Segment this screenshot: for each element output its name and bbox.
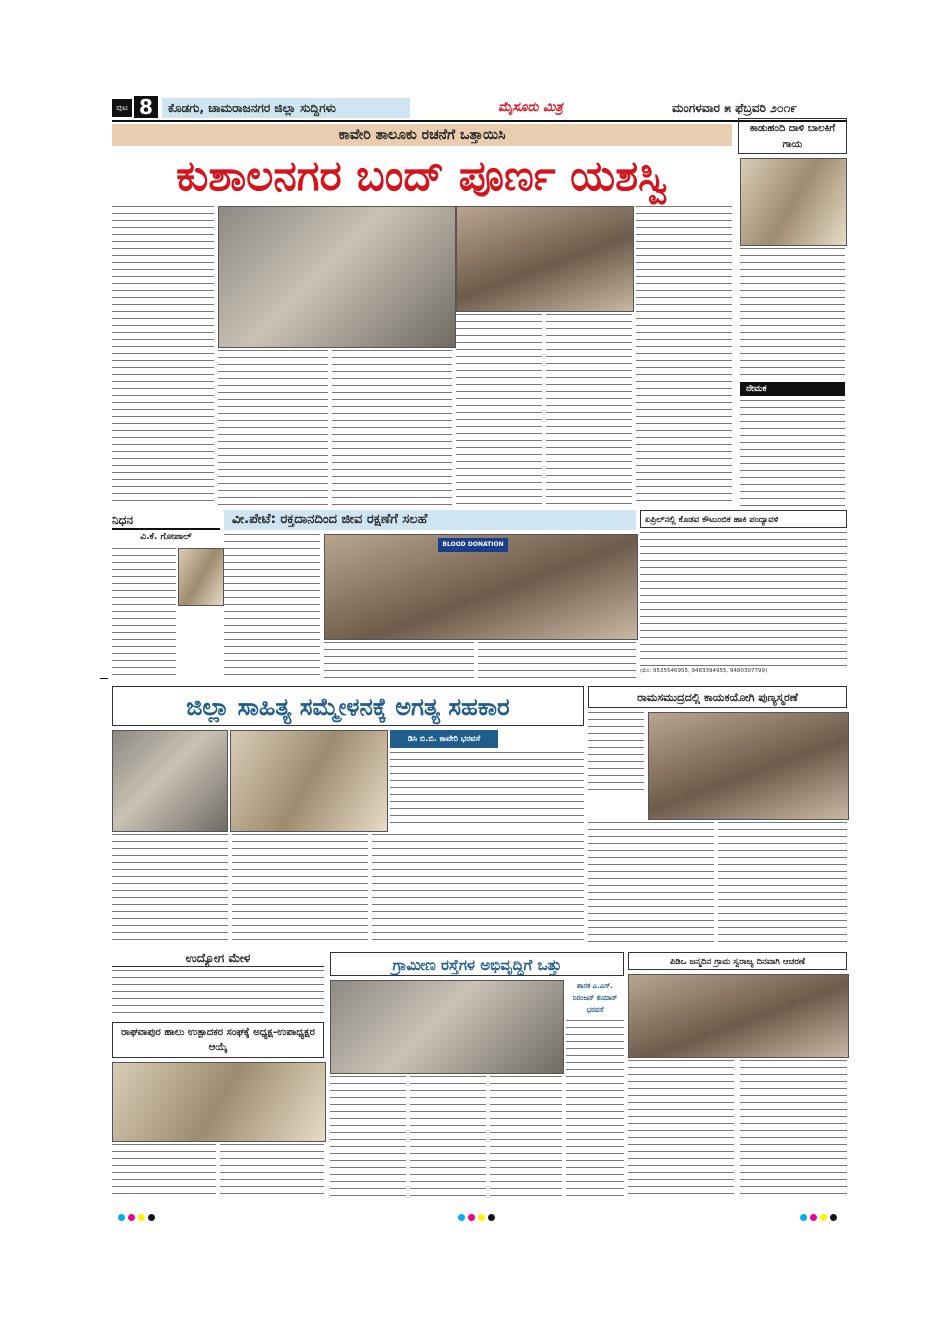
udyoga-body	[112, 970, 324, 1016]
lead-headline: ಕುಶಾಲನಗರ ಬಂದ್ ಪೂರ್ಣ ಯಶಸ್ವಿ	[176, 151, 668, 200]
lead-body-col3	[332, 350, 452, 506]
issue-date: ಮಂಗಳವಾರ ೫ ಫೆಬ್ರವರಿ ೨೦೧೯	[672, 101, 798, 115]
sidebar-body	[740, 248, 845, 378]
sahitya-headline: ಜಿಲ್ಲಾ ಸಾಹಿತ್ಯ ಸಮ್ಮೇಳನಕ್ಕೆ ಅಗತ್ಯ ಸಹಕಾರ	[112, 686, 584, 726]
lead-photo-rally	[218, 206, 456, 348]
april-contacts: (ಮೊ: 9535546955, 9483394955, 9480307799)	[640, 668, 768, 674]
page-number: 8	[134, 96, 158, 118]
roads-body-col3	[410, 1076, 486, 1198]
ramasamudra-photo	[648, 712, 849, 820]
lead-body-col2	[218, 350, 328, 506]
masthead: ಮೈಸೂರು ಮಿತ್ರ	[498, 100, 563, 115]
sahitya-photo-2	[230, 730, 388, 832]
registration-marks-right	[800, 1206, 840, 1214]
roads-photo	[330, 980, 564, 1074]
ramasamudra-body-col1	[588, 712, 644, 792]
blood-headline: ವೀ.ಪೇಟೆ: ರಕ್ತದಾನದಿಂದ ಜೀವ ರಕ್ಷಣೆಗೆ ಸಲಹೆ	[224, 510, 636, 530]
lead-kicker: ಕಾವೇರಿ ತಾಲೂಕು ರಚನೆಗೆ ಒತ್ತಾಯಿಸಿ	[112, 124, 732, 146]
milk-body-col2	[220, 1144, 324, 1198]
lead-body-col6	[636, 206, 732, 506]
sidebar-label-appointment: ನೇಮಕ	[740, 382, 845, 396]
pdo-photo	[628, 974, 849, 1058]
udyoga-headline: ಉದ್ಯೋಗ ಮೇಳ	[112, 950, 324, 967]
obituary-photo	[178, 548, 224, 606]
milk-photo	[112, 1062, 326, 1142]
sahitya-sub: ಡಿಸಿ ಬಿ.ಬಿ. ಕಾವೇರಿ ಭರವಸೆ	[390, 730, 498, 748]
sahitya-body-col4	[372, 834, 584, 944]
page-label: ಪುಟ	[112, 99, 132, 117]
lead-body-col5	[546, 314, 632, 506]
blood-body-col1	[224, 534, 320, 678]
blood-banner: BLOOD DONATION	[438, 538, 508, 552]
april-headline: ಏಪ್ರಿಲ್‌ನಲ್ಲಿ ಕೊಡವ ಕೌಟುಂಬಿಕ ಹಾಕಿ ಪಂದ್ಯಾವಳಿ	[640, 510, 847, 528]
sidebar-photo-girl	[740, 158, 847, 246]
lead-body-col1	[112, 206, 214, 506]
obituary-body	[112, 548, 176, 678]
blood-body-col3	[478, 642, 636, 678]
obituary-label: ನಿಧನ	[112, 512, 220, 530]
sidebar-body-2	[740, 400, 845, 506]
roads-sub: ಶಾಸಕ ಎ.ಎಸ್. ನಿರಂಜನ್ ಕುಮಾರ್ ಭರವಸೆ	[572, 982, 618, 1014]
blood-body-col2	[324, 642, 474, 678]
obituary-name: ವಿ.ಕೆ. ಗೋಪಾಲ್	[140, 532, 192, 542]
lead-body-col4	[456, 314, 542, 506]
registration-marks-left	[118, 1206, 158, 1214]
section-title: ಕೊಡಗು, ಚಾಮರಾಜನಗರ ಜಿಲ್ಲಾ ಸುದ್ದಿಗಳು	[162, 98, 410, 118]
milk-headline: ರಾಘವಾಪುರ ಹಾಲು ಉತ್ಪಾದಕರ ಸಂಘಕ್ಕೆ ಅಧ್ಯಕ್ಷ-ಉಪಾಧ್ಯಕ್ಷರ ಆಯ್ಕೆ	[112, 1022, 324, 1058]
roads-body-col2	[330, 1076, 406, 1198]
roads-body-col4	[490, 1076, 562, 1198]
lead-photo-shops	[456, 206, 634, 312]
roads-body-col1	[566, 1020, 624, 1198]
registration-marks-center	[458, 1206, 498, 1214]
sahitya-body-col2	[112, 834, 228, 944]
sahitya-body-col1	[390, 752, 584, 828]
ramasamudra-headline: ರಾಮಸಮುದ್ರದಲ್ಲಿ ಕಾಯಕಯೋಗಿ ಪುಣ್ಯಸ್ಮರಣೆ	[588, 686, 847, 708]
sidebar-title: ಕಾಡುಹಂದಿ ದಾಳಿ ಬಾಲಕಿಗೆ ಗಾಯ	[738, 118, 847, 154]
roads-headline: ಗ್ರಾಮೀಣ ರಸ್ತೆಗಳ ಅಭಿವೃದ್ಧಿಗೆ ಒತ್ತು	[330, 952, 624, 976]
crop-mark	[100, 678, 108, 679]
pdo-headline: ಪಿಡಿಒ ಜನ್ಮದಿನ ಗ್ರಾಮ ಸ್ವರಾಜ್ಯ ದಿನವಾಗಿ ಆಚರಣೆ	[628, 952, 847, 970]
april-body	[640, 532, 847, 666]
pdo-body-col1	[628, 1060, 734, 1198]
milk-body-col1	[112, 1144, 216, 1198]
ramasamudra-body-col3	[718, 822, 847, 944]
sahitya-photo-1	[112, 730, 228, 832]
pdo-body-col2	[740, 1060, 847, 1198]
sahitya-body-col3	[232, 834, 368, 944]
ramasamudra-body-col2	[588, 822, 714, 944]
